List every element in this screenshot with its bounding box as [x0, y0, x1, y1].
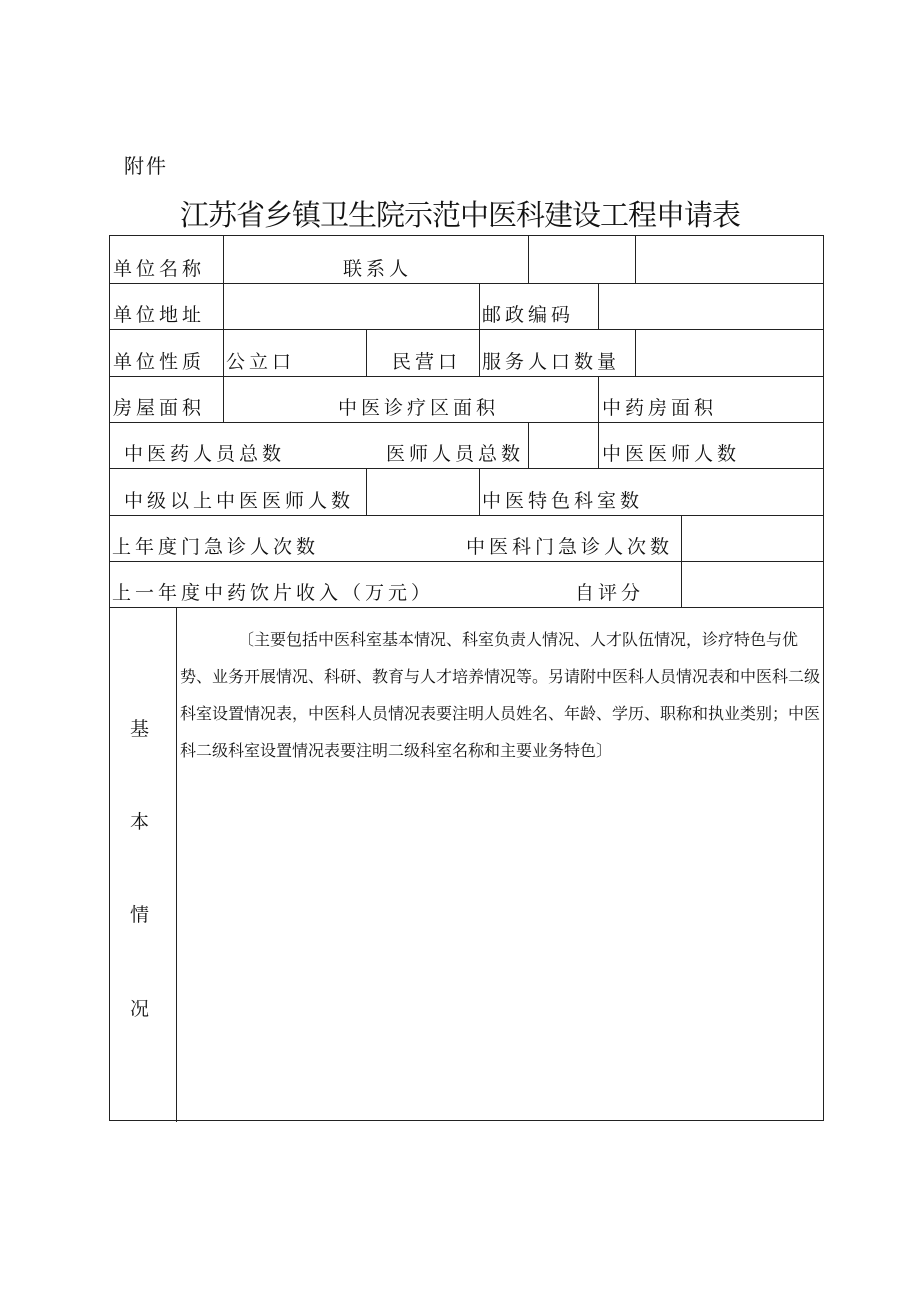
tcm-pharmacy-area-label: 中药房面积: [602, 397, 718, 419]
self-score-field[interactable]: [682, 562, 824, 606]
senior-tcm-physicians-label: 中级以上中医医师人数: [124, 490, 355, 512]
physician-total-label: 医师人员总数: [386, 443, 525, 465]
unit-address-field[interactable]: [224, 284, 478, 328]
senior-tcm-physicians-field[interactable]: [367, 469, 478, 514]
tcm-specialty-depts-label: 中医特色科室数: [482, 490, 644, 512]
basic-info-label-char-1: 基: [130, 718, 150, 740]
application-form-table: [109, 235, 824, 1121]
physician-total-field[interactable]: [529, 423, 597, 467]
tcm-visits-field[interactable]: [682, 516, 824, 560]
basic-info-label-char-3: 情: [130, 904, 150, 926]
form-title: 江苏省乡镇卫生院示范中医科建设工程申请表: [179, 198, 740, 232]
tcm-physicians-label: 中医医师人数: [602, 443, 741, 465]
basic-info-instructions[interactable]: 〔主要包括中医科室基本情况、科室负责人情况、人才队伍情况，诊疗特色与优势、业务开展情况、科研、教育与人才培养情况等。另请附中医科人员情况表和中医科二级科室设置情况表，中医科人员情况表要注明人员姓名、年龄、学历、职称和执业类别；中医科二级科室设置情况表要注明二级科室名称和主要业务特色〕: [180, 630, 821, 760]
last-year-visits-label: 上年度门急诊人次数: [112, 536, 320, 558]
basic-info-label-char-2: 本: [130, 811, 150, 833]
unit-name-label: 单位名称: [113, 258, 206, 280]
tcm-visits-label: 中医科门急诊人次数: [466, 536, 674, 558]
unit-nature-label: 单位性质: [113, 351, 206, 373]
postal-code-label: 邮政编码: [482, 304, 575, 326]
tcm-clinic-area-label: 中医诊疗区面积: [338, 397, 500, 419]
attachment-label: 附件: [124, 154, 168, 178]
herbal-income-label: 上一年度中药饮片收入（万元）: [112, 582, 435, 604]
building-area-label: 房屋面积: [113, 397, 206, 419]
postal-code-field[interactable]: [599, 284, 824, 328]
self-score-label: 自评分: [575, 582, 645, 604]
contact-label: 联系人: [343, 258, 413, 280]
service-population-label: 服务人口数量: [482, 351, 621, 373]
contact-field-1[interactable]: [529, 237, 634, 282]
tcm-staff-total-label: 中医药人员总数: [124, 443, 286, 465]
private-checkbox[interactable]: 民营口: [392, 351, 462, 373]
service-population-field[interactable]: [636, 330, 824, 375]
public-checkbox[interactable]: 公立口: [226, 351, 296, 373]
basic-info-label-char-4: 况: [130, 998, 150, 1020]
contact-field-2[interactable]: [636, 237, 824, 282]
tcm-pharmacy-area-field[interactable]: [599, 377, 824, 421]
unit-address-label: 单位地址: [113, 304, 206, 326]
